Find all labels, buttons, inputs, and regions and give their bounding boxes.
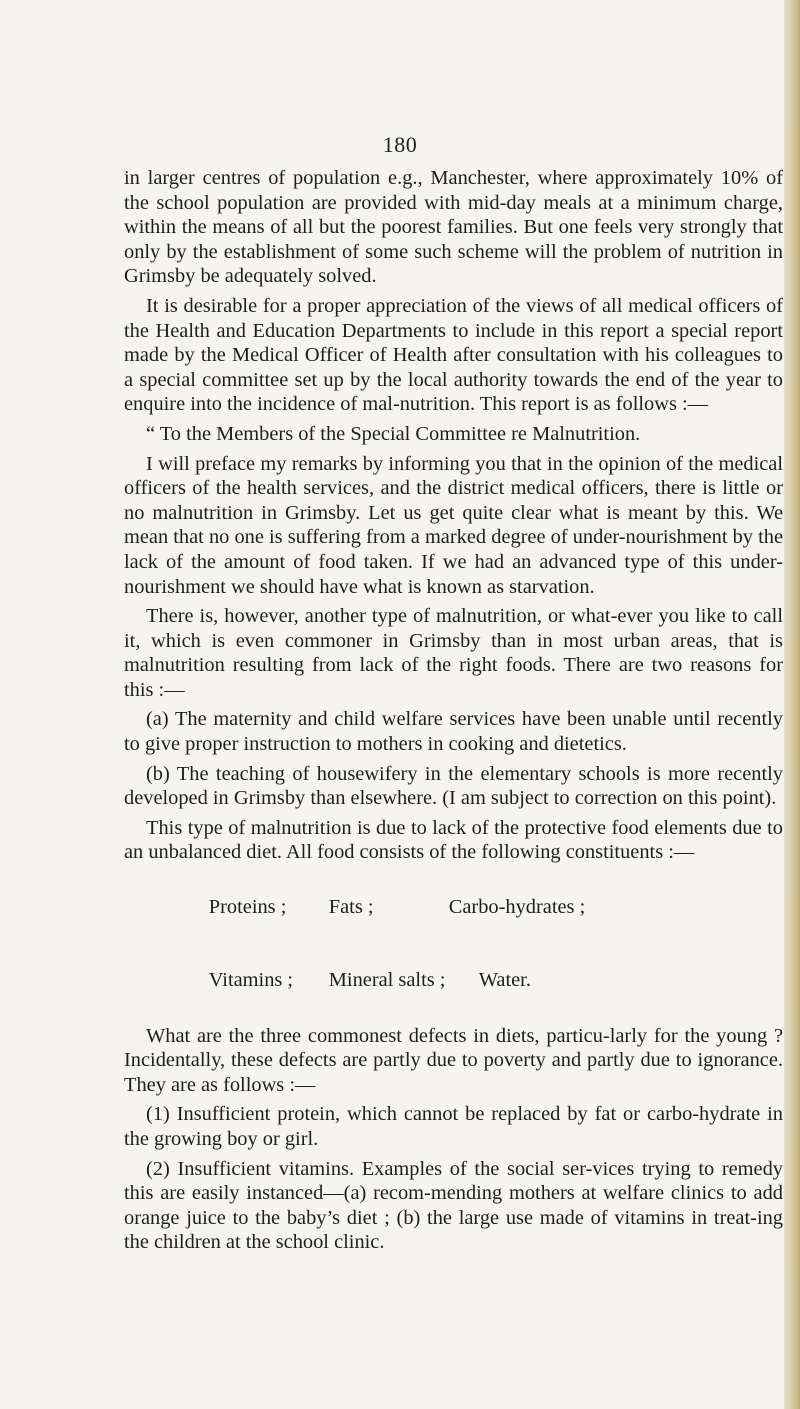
constituents-list: [124, 870, 783, 1018]
paragraph-defect-1: (1) Insufficient protein, which cannot be replaced by fat or carbo-hydrate in the growing boy or girl.: [124, 1103, 783, 1150]
paragraph-defect-2: (2) Insufficient vitamins. Examples of the social ser-vices trying to remedy this are easily instanced—(a) recom-mending mothers at welfare clinics to add orange juice to the baby’s diet ; (b) the large use made of vitamins in treat-ing the children at the school clinic.: [124, 1157, 783, 1254]
paragraph-preface: I will preface my remarks by informing you that in the opinion of the medical officers of the health services, and the district medical officers, there is little or no malnutrition in Grimsby. Let us get quite clear what is meant by this. We mean that no one is suffering from a marked degree of under-nourishment by the lack of the amount of food taken. If we had an advanced type of this under-nourishment we should have what is known as starvation.: [124, 452, 783, 598]
constituent: Carbo-hydrates ;: [448, 895, 586, 918]
body-text: [124, 166, 783, 1260]
constituent: Proteins ;: [208, 895, 287, 918]
constituent: Mineral salts ;: [328, 969, 446, 992]
paragraph-continuation: in larger centres of population e.g., Manchester, where approximately 10% of the school population are provided with mid-day meals at a minimum charge, within the means of all but the poorest families. But one feels very strongly that only by the establishment of some such scheme will the problem of nutrition in Grimsby be adequately solved.: [124, 167, 783, 288]
constituent: Vitamins ;: [208, 969, 294, 992]
constituent: Water.: [478, 969, 531, 992]
paragraph-protective-elements: This type of malnutrition is due to lack of the protective food elements due to an unbalanced diet. All food consists of the following constituents :—: [124, 816, 783, 864]
paragraph-reason-b: (b) The teaching of housewifery in the elementary schools is more recently developed in Grimsby than elsewhere. (I am subject to correction on this point).: [124, 762, 783, 810]
paragraph-salutation: “ To the Members of the Special Committee re Malnutrition.: [146, 422, 641, 445]
paragraph-reason-a: (a) The maternity and child welfare services have been unable until recently to give proper instruction to mothers in cooking and dietetics.: [124, 708, 783, 756]
page-edge-shadow: [784, 0, 800, 1409]
paragraph-three-defects: What are the three commonest defects in diets, particu-larly for the young ? Incidentally, these defects are partly due to poverty and partly due to ignorance. They are as follows :—: [124, 1024, 783, 1096]
paragraph-another-type: There is, however, another type of malnutrition, or what-ever you like to call it, which is even commoner in Grimsby than in most urban areas, that is malnutrition resulting from lack of the right foods. There are two reasons for this :—: [124, 605, 783, 701]
constituents-row: [168, 870, 783, 944]
constituent: Fats ;: [328, 895, 374, 918]
constituents-row: [168, 944, 783, 1018]
page-number: 180: [382, 132, 418, 157]
paragraph-intro-report: It is desirable for a proper appreciation of the views of all medical officers of the Health and Education Departments to include in this report a special report made by the Medical Officer of Health after consultation with his colleagues to a special committee set up by the local authority towards the end of the year to enquire into the incidence of mal-nutrition. This report is as follows :—: [124, 294, 783, 416]
